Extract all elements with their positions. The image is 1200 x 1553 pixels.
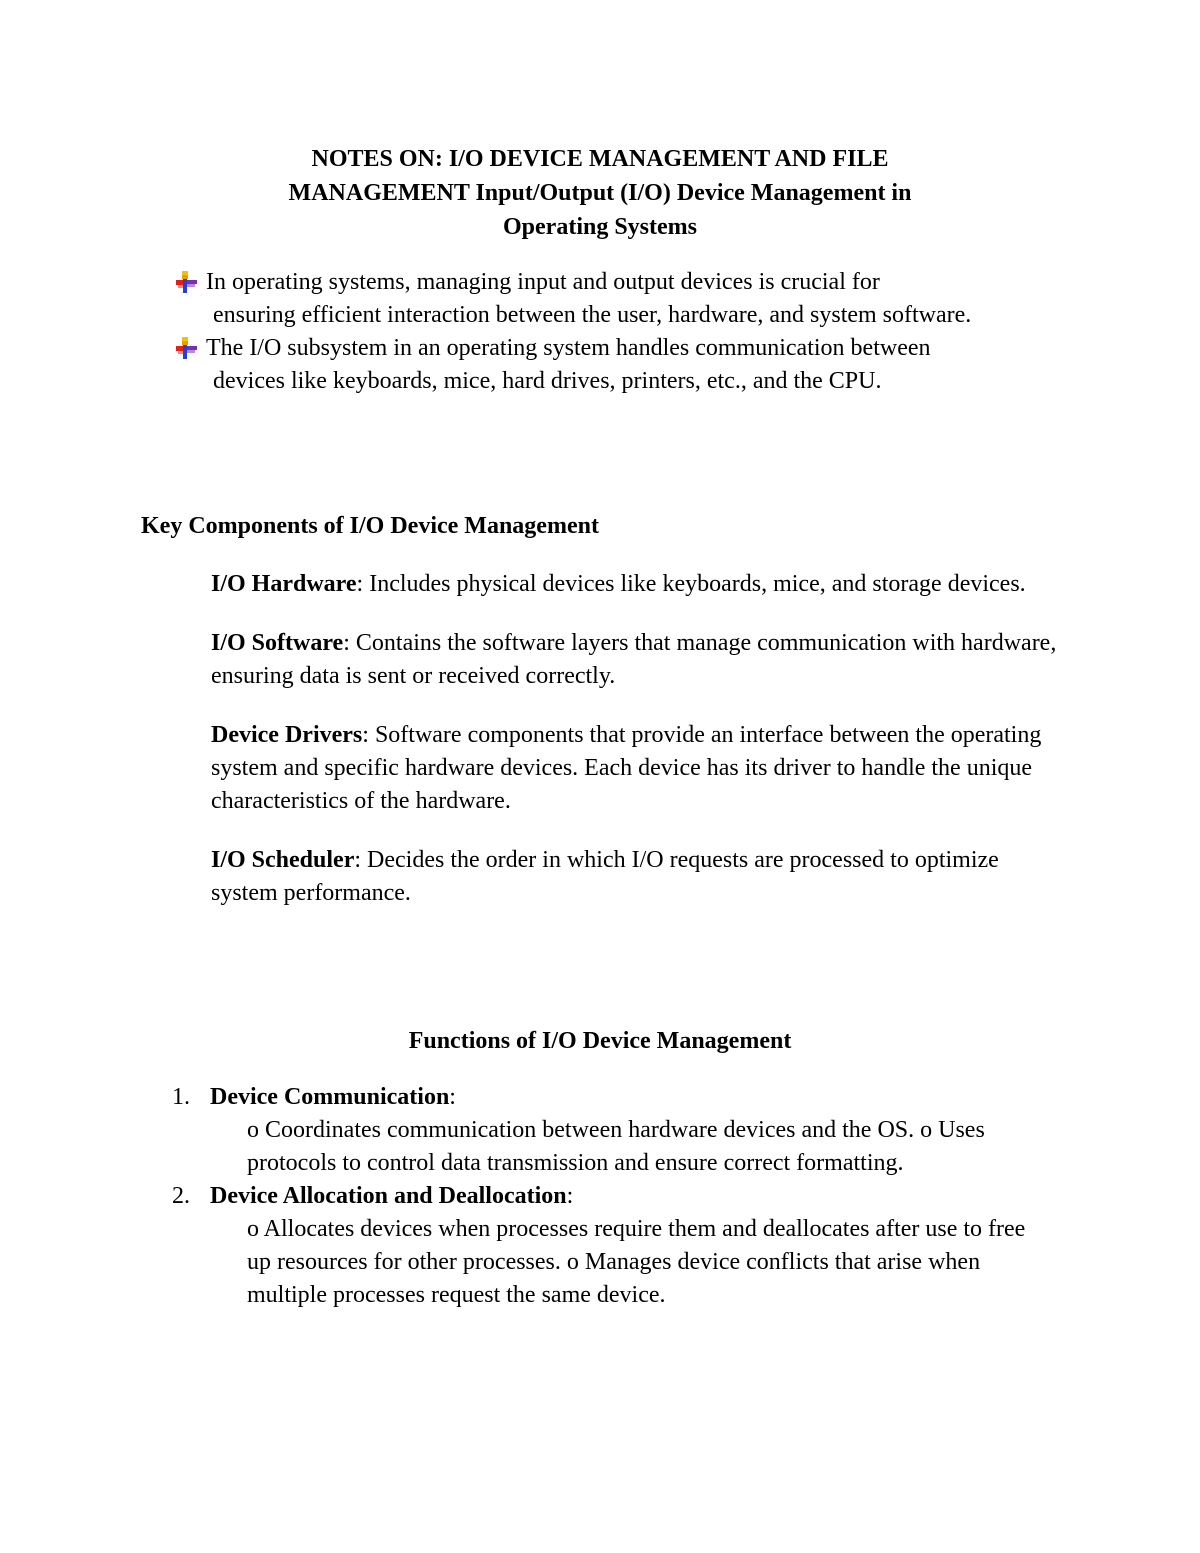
functions-heading: Functions of I/O Device Management (408, 1028, 792, 1054)
bullet-text: In operating systems, managing input and output devices is crucial for (206, 269, 880, 295)
title-line-1: NOTES ON: I/O DEVICE MANAGEMENT AND FILE (311, 146, 889, 172)
arrow-down-bullet-icon (176, 271, 200, 293)
document-title (150, 142, 1050, 244)
component-separator: : (343, 630, 356, 656)
key-components-heading: Key Components of I/O Device Management (141, 513, 599, 539)
function-number: 1. (172, 1084, 190, 1110)
bullet-text-continued: devices like keyboards, mice, hard drives, printers, etc., and the CPU. (213, 368, 882, 394)
intro-bullet-list (176, 266, 1056, 398)
function-device-communication (172, 1081, 1052, 1180)
function-term: Device Communication (210, 1084, 450, 1110)
component-separator: : (362, 722, 375, 748)
component-description: Includes physical devices like keyboards, mice, and storage devices. (369, 571, 1026, 597)
bullet-text-continued: ensuring efficient interaction between the user, hardware, and system software. (213, 302, 972, 328)
arrow-down-bullet-icon (176, 337, 200, 359)
component-io-scheduler (211, 844, 1061, 910)
component-separator: : (356, 571, 370, 597)
component-description: Decides the order in which I/O requests are processed to optimize system performance. (211, 847, 999, 906)
component-io-hardware (211, 568, 1061, 601)
component-term: Device Drivers (211, 722, 363, 748)
component-description: Contains the software layers that manage communication with hardware, ensuring data is sent or received correctly. (211, 630, 1057, 689)
title-line-3: Operating Systems (503, 214, 697, 240)
intro-bullet (176, 332, 1056, 398)
intro-bullet (176, 266, 1056, 332)
function-colon: : (566, 1183, 574, 1209)
component-term: I/O Software (211, 630, 344, 656)
component-term: I/O Scheduler (211, 847, 355, 873)
function-device-allocation (172, 1180, 1052, 1312)
function-colon: : (449, 1084, 456, 1110)
function-number: 2. (172, 1183, 190, 1209)
component-separator: : (354, 847, 368, 873)
function-description: o Coordinates communication between hardware devices and the OS. o Uses protocols to control data transmission and ensure correct formatting. (247, 1117, 985, 1176)
function-description: o Allocates devices when processes require them and deallocates after use to free up resources for other processes. o Manages device conflicts that arise when multiple processes request the same device. (247, 1216, 1026, 1308)
functions-list (172, 1081, 1052, 1312)
key-components-list (211, 568, 1061, 936)
component-device-drivers (211, 719, 1061, 818)
title-line-2: MANAGEMENT Input/Output (I/O) Device Management in (288, 180, 912, 206)
bullet-text: The I/O subsystem in an operating system handles communication between (206, 335, 931, 361)
component-term: I/O Hardware (211, 571, 357, 597)
component-io-software (211, 627, 1061, 693)
function-term: Device Allocation and Deallocation (210, 1183, 567, 1209)
component-description: Software components that provide an interface between the operating system and specific hardware devices. Each device has its driver to handle the unique characteristics of the hardware. (211, 722, 1042, 814)
